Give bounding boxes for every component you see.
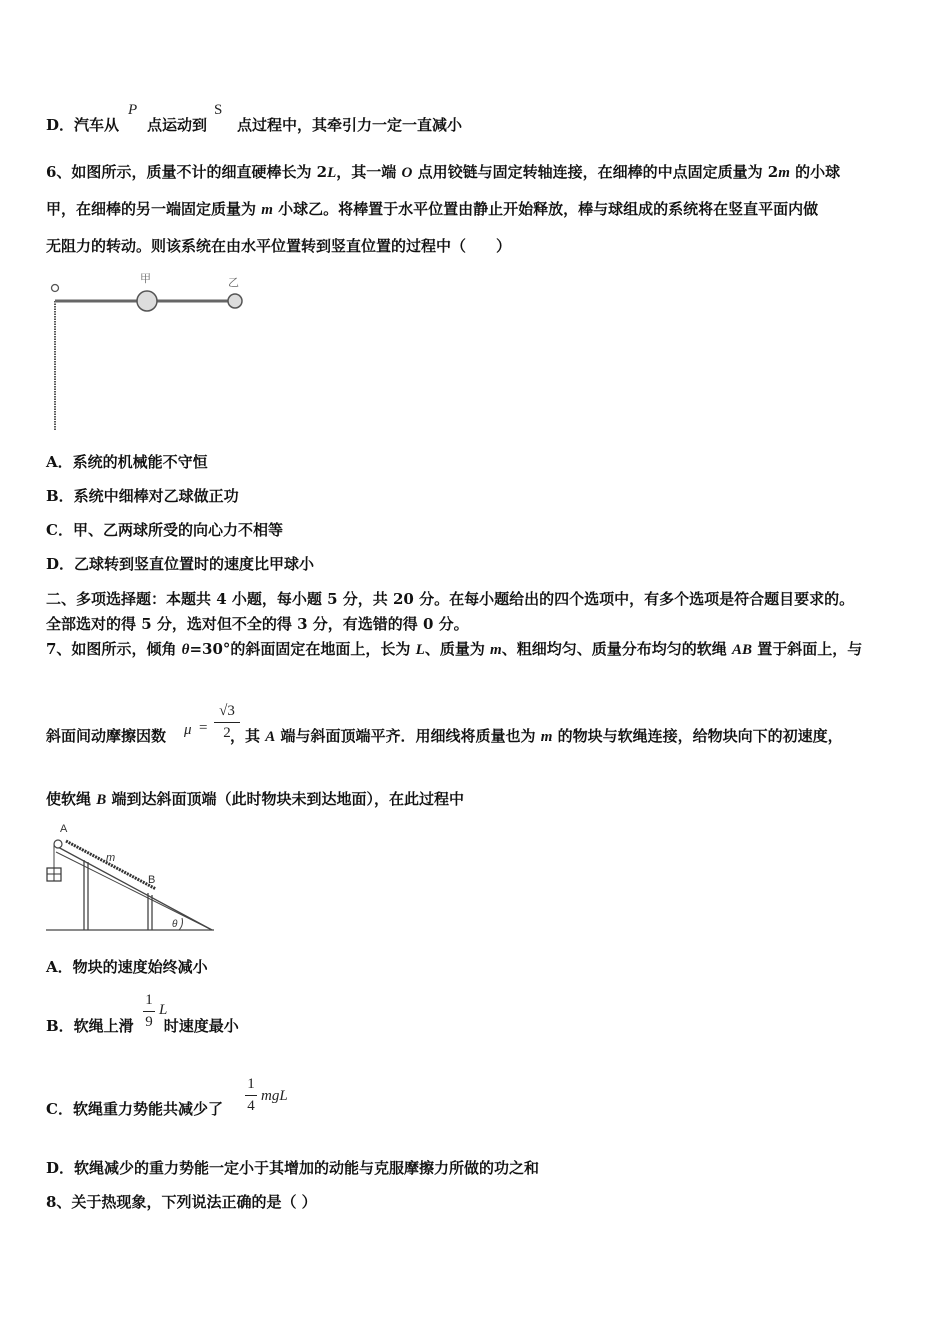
q7-figure-label-m: m [106,852,116,864]
q7-mu-equals: = [199,720,208,736]
q7-stem-line1: 7、如图所示，倾角 θ=30°的斜面固定在地面上，长为 L、质量为 m、粗细均匀、质量分布均匀的软绳 AB 置于斜面上，与 [46,640,863,658]
q7-option-b-fraction [143,992,155,1031]
section2-header-line2: 全部选对的得 5 分，选对但不全的得 3 分，有选错的得 0 分。 [46,615,469,633]
q8-stem: 8、关于热现象，下列说法正确的是（ ） [46,1193,317,1211]
q6-stem-line1: 6、如图所示，质量不计的细直硬棒长为 2L，其一端 O 点用铰链与固定转轴连接，在细棒的中点固定质量为 2m 的小球 [46,163,841,181]
q7-option-d: D．软绳减少的重力势能一定小于其增加的动能与克服摩擦力所做的功之和 [46,1159,540,1177]
section2-header-line1: 二、多项选择题：本题共 4 小题，每小题 5 分，共 20 分。在每小题给出的四个选项中，有多个选项是符合题目要求的。 [46,590,855,608]
q7-figure-label-b: B [148,874,156,886]
q7-option-b-symbol-l: L [159,1002,168,1018]
q7-mu-numerator: √3 [219,703,235,719]
q7-option-b-numerator: 1 [145,992,153,1008]
q7-figure-rope [66,841,156,889]
q7-option-b-denominator: 9 [145,1014,153,1030]
q5-symbol-s: S [214,102,223,118]
q7-figure-pulley [54,840,62,848]
q7-option-c: C．软绳重力势能共减少了 [46,1100,223,1118]
q5-symbol-p: P [128,102,138,118]
q7-option-b: B．软绳上滑 时速度最小 [46,1017,239,1035]
q6-figure-label-yi: 乙 [228,277,239,289]
q7-option-c-expression: mgL [261,1088,288,1104]
q7-option-c-denominator: 4 [247,1098,255,1114]
q6-figure-ball-yi [228,294,242,308]
q7-option-c-fraction [245,1076,257,1115]
q6-figure-ball-jia [137,291,157,311]
q6-stem-line3: 无阻力的转动。则该系统在由水平位置转到竖直位置的过程中（ ） [46,237,512,255]
q6-stem-line2: 甲，在细棒的另一端固定质量为 m 小球乙。将棒置于水平位置由静止开始释放，棒与球组成的系统将在竖直平面内做 [46,200,819,218]
q6-option-d: D．乙球转到竖直位置时的速度比甲球小 [46,555,315,573]
q7-mu-fraction [214,703,240,742]
q7-figure-label-a: A [60,823,68,835]
q7-stem-line2: 斜面间动摩擦因数 ，其 A 端与斜面顶端平齐．用细线将质量也为 m 的物块与软绳连接，给物块向下的初速度， [46,727,843,745]
q6-figure-label-jia: 甲 [140,273,151,285]
q6-figure-pivot-o [52,285,59,292]
q7-figure-label-theta: θ [172,919,178,930]
q7-figure-slope [56,846,212,930]
q6-figure-rod [40,268,260,438]
q7-stem-line3: 使软绳 B 端到达斜面顶端（此时物块未到达地面），在此过程中 [46,790,464,808]
q6-option-b: B．系统中细棒对乙球做正功 [46,487,239,505]
q7-mu-symbol: μ [184,722,192,738]
q5-option-d: D．汽车从 点运动到 点过程中，其牵引力一定一直减小 [46,116,463,134]
q7-option-a: A．物块的速度始终减小 [46,958,208,976]
q7-mu-denominator: 2 [223,725,231,741]
q6-option-c: C．甲、乙两球所受的向心力不相等 [46,521,283,539]
q7-figure-incline [44,820,224,935]
q7-option-c-numerator: 1 [247,1076,255,1092]
q6-option-a: A．系统的机械能不守恒 [46,453,208,471]
